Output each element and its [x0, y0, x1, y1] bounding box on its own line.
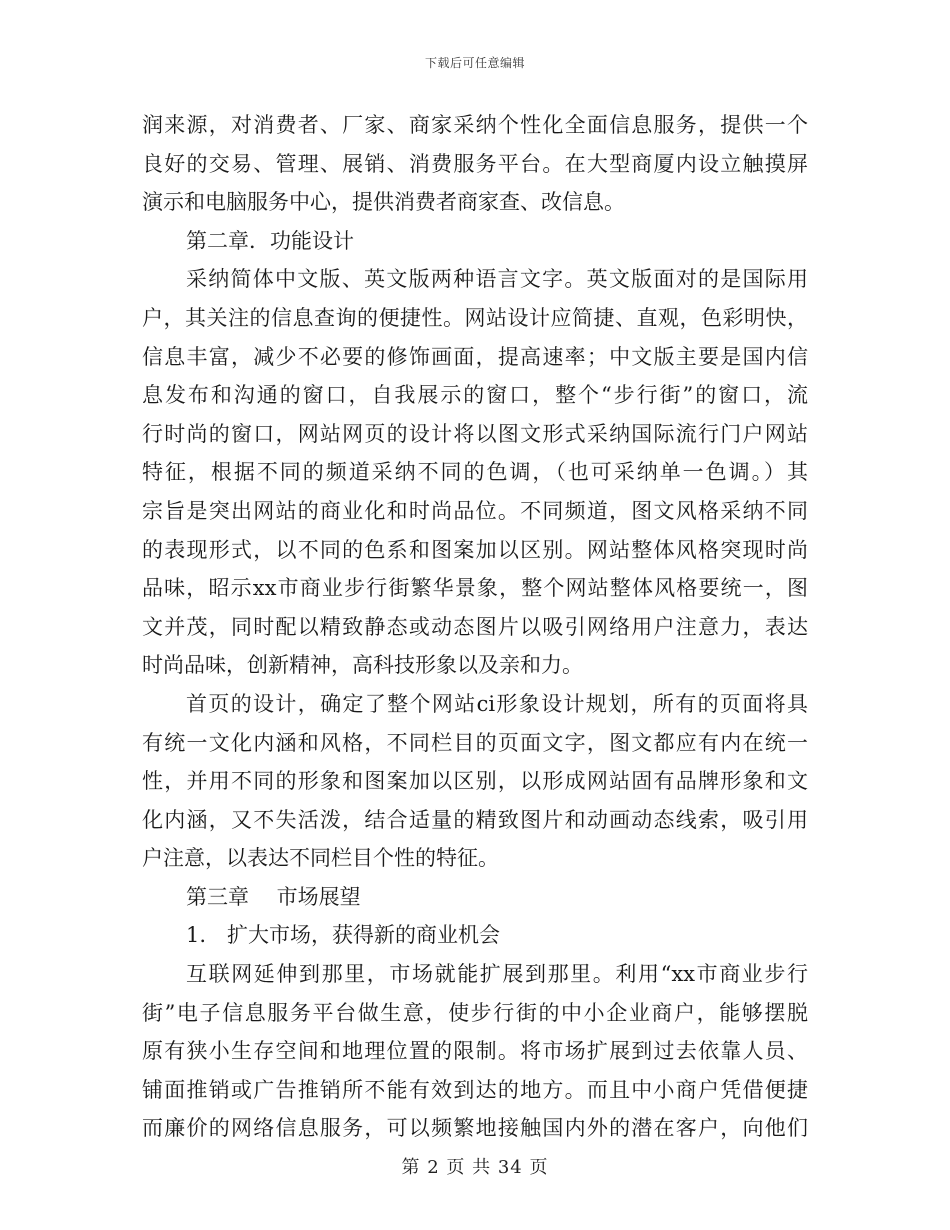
text-line: 行时尚的窗口，网站网页的设计将以图文形式采纳国际流行门户网站: [142, 421, 808, 446]
section-heading: 1. 扩大市场，获得新的商业机会: [186, 923, 501, 948]
text-line: 而廉价的网络信息服务，可以频繁地接触国内外的潜在客户，向他们: [142, 1116, 808, 1141]
text-line: 宗旨是突出网站的商业化和时尚品位。不同频道，图文风格采纳不同: [142, 498, 808, 523]
text-line: 文并茂，同时配以精致静态或动态图片以吸引网络用户注意力，表达: [142, 614, 808, 639]
text-line: 铺面推销或广告推销所不能有效到达的地方。而且中小商户凭借便捷: [142, 1077, 808, 1102]
text-line: 化内涵，又不失活泼，结合适量的精致图片和动画动态线索，吸引用: [142, 807, 808, 832]
text-line: 时尚品味，创新精神，高科技形象以及亲和力。: [142, 653, 583, 678]
text-line: 演示和电脑服务中心，提供消费者商家查、改信息。: [142, 190, 625, 215]
text-line: 有统一文化内涵和风格，不同栏目的页面文字，图文都应有内在统一: [142, 730, 808, 755]
text-line: 息发布和沟通的窗口，自我展示的窗口，整个“步行街”的窗口，流: [142, 383, 808, 408]
text-line: 润来源，对消费者、厂家、商家采纳个性化全面信息服务，提供一个: [142, 113, 808, 137]
page-footer: 第 2 页 共 34 页: [401, 1157, 549, 1178]
text-line: 户，其关注的信息查询的便捷性。网站设计应简捷、直观，色彩明快，: [142, 305, 808, 330]
text-line: 信息丰富，减少不必要的修饰画面，提高速率；中文版主要是国内信: [142, 344, 808, 369]
text-line: 良好的交易、管理、展销、消费服务平台。在大型商厦内设立触摸屏: [142, 151, 808, 176]
page-header: 下载后可任意编辑: [424, 56, 525, 70]
text-line: 户注意，以表达不同栏目个性的特征。: [142, 846, 499, 871]
text-line: 互联网延伸到那里，市场就能扩展到那里。利用“xx市商业步行: [186, 962, 808, 987]
text-line: 采纳简体中文版、英文版两种语言文字。英文版面对的是国际用: [186, 267, 808, 292]
text-line: 首页的设计，确定了整个网站ci形象设计规划，所有的页面将具: [186, 691, 808, 716]
text-line: 品味，昭示xx市商业步行街繁华景象，整个网站整体风格要统一，图: [142, 576, 808, 601]
text-line: 特征，根据不同的频道采纳不同的色调，（也可采纳单一色调。）其: [142, 460, 808, 485]
text-line: 性，并用不同的形象和图案加以区别，以形成网站固有品牌形象和文: [142, 769, 808, 794]
text-line: 的表现形式，以不同的色系和图案加以区别。网站整体风格突现时尚: [142, 537, 808, 562]
text-line: 街”电子信息服务平台做生意，使步行街的中小企业商户，能够摆脱: [142, 1000, 808, 1025]
text-line: 原有狭小生存空间和地理位置的限制。将市场扩展到过去依靠人员、: [142, 1039, 808, 1064]
chapter-heading: 第三章 市场展望: [186, 884, 361, 909]
body-text: [142, 106, 808, 1148]
chapter-heading: 第二章．功能设计: [186, 228, 354, 253]
